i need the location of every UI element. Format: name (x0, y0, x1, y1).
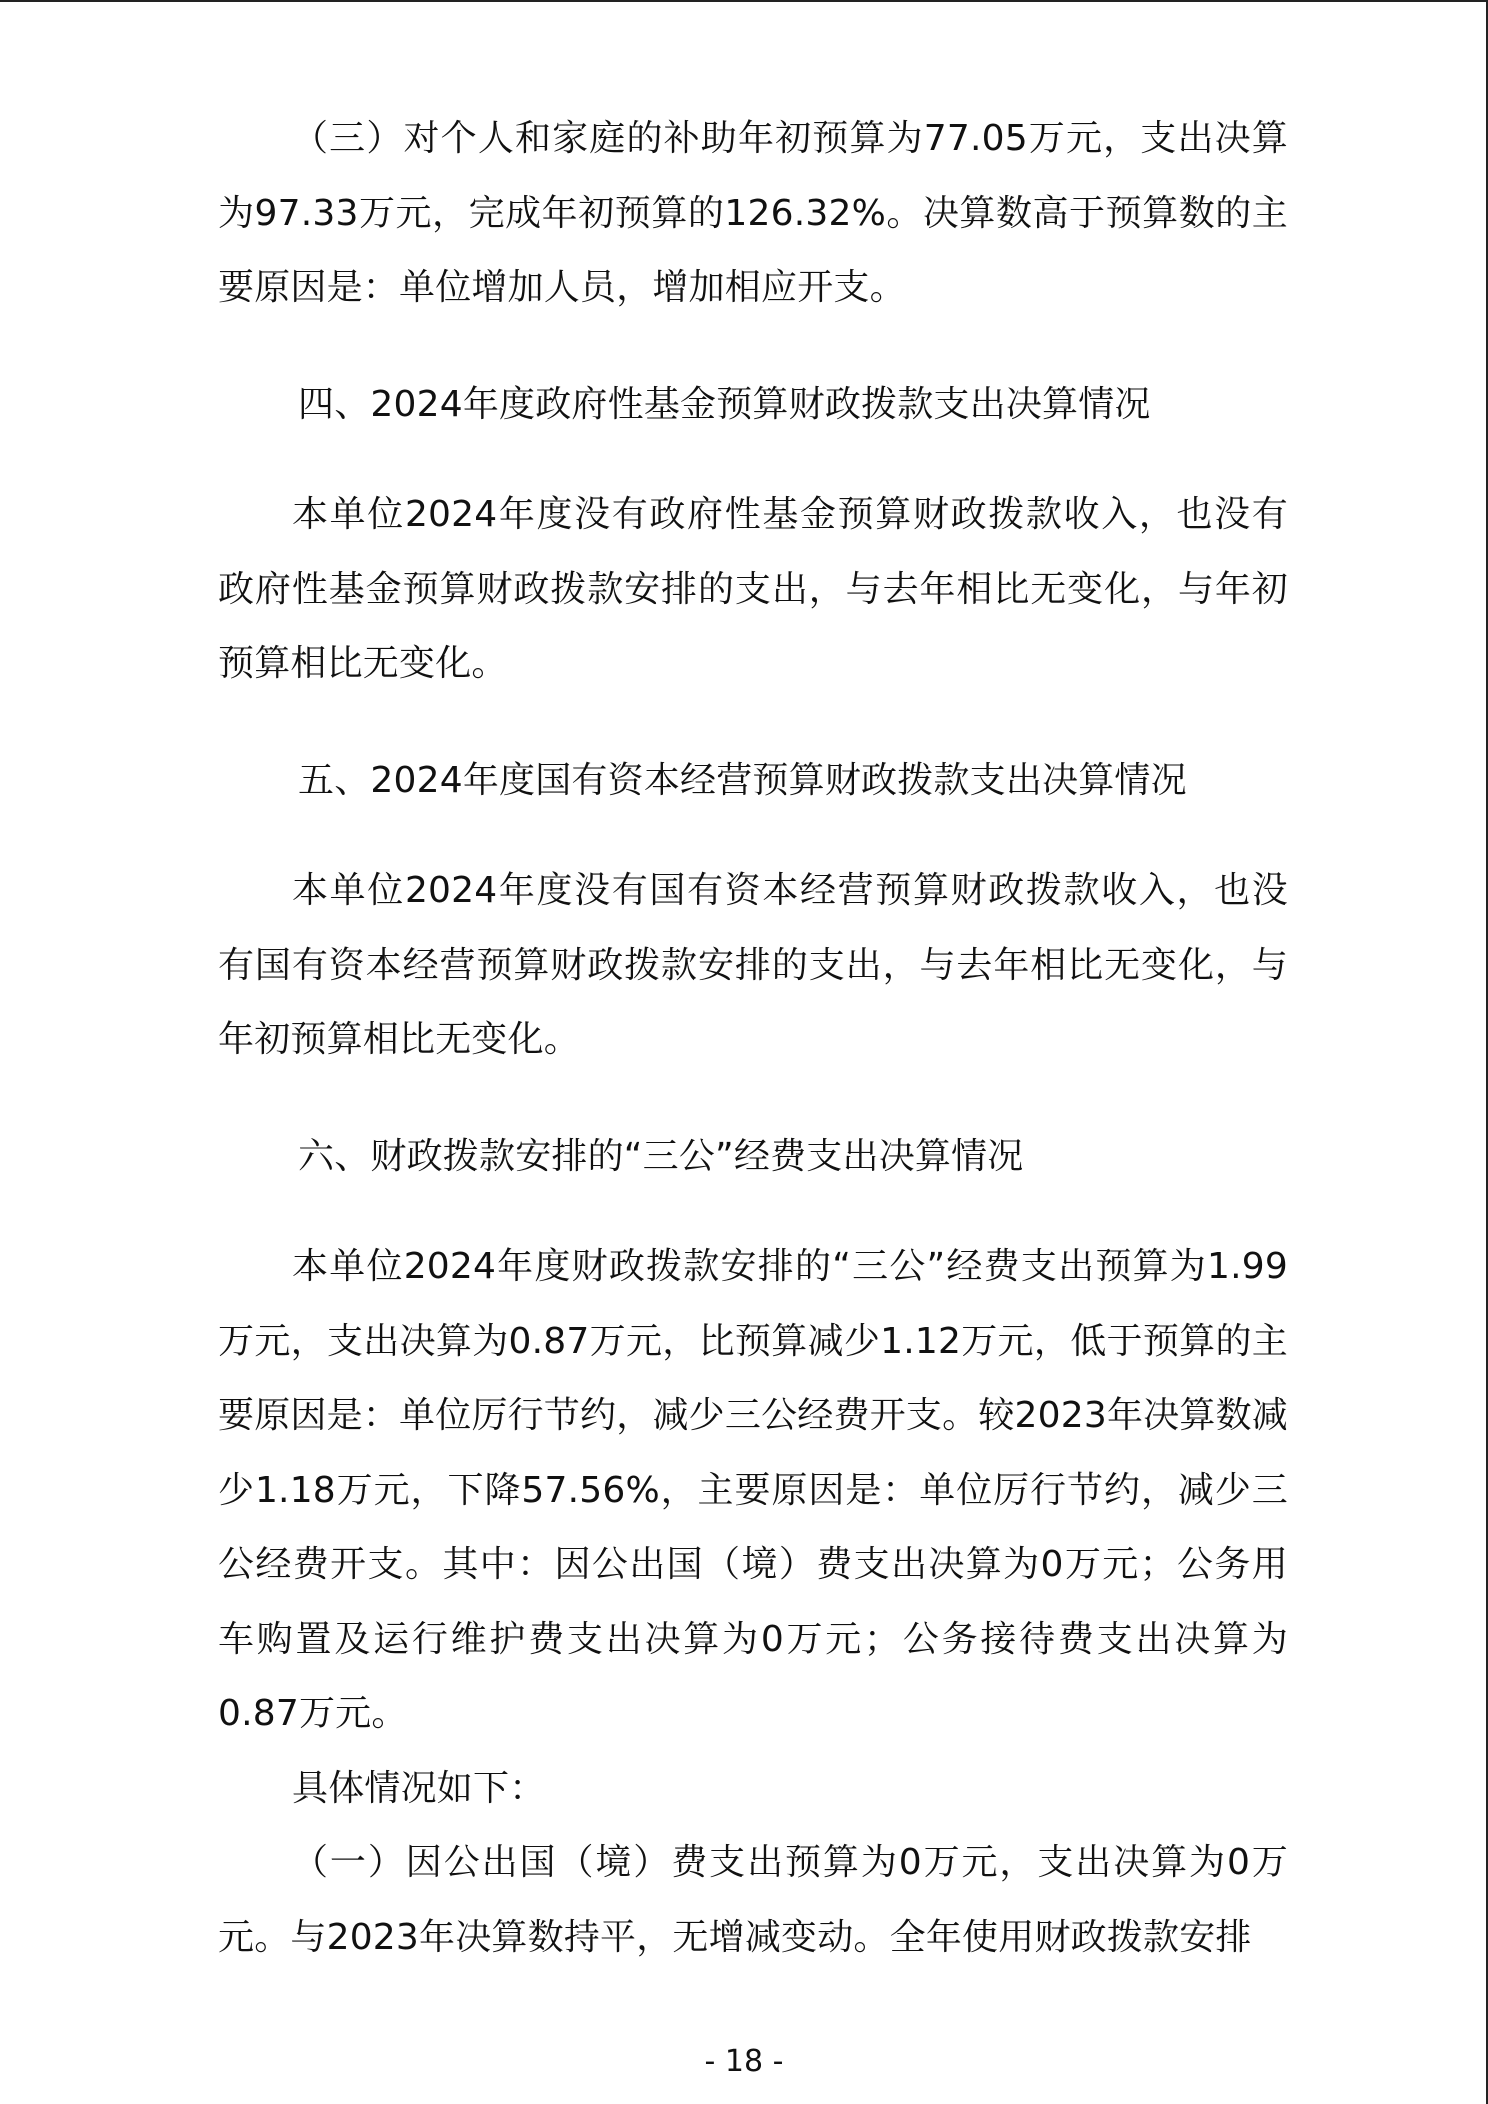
paragraph-state-capital: 本单位2024年度没有国有资本经营预算财政拨款收入，也没有国有资本经营预算财政拨款安排的支出，与去年相比无变化，与年初预算相比无变化。 (218, 870, 1288, 1060)
section-heading-state-capital: 五、2024年度国有资本经营预算财政拨款支出决算情况 (298, 759, 1187, 801)
paragraph-government-fund: 本单位2024年度没有政府性基金预算财政拨款收入，也没有政府性基金预算财政拨款安排的支出，与去年相比无变化，与年初预算相比无变化。 (218, 494, 1288, 684)
section-heading-three-public: 六、财政拨款安排的“三公”经费支出决算情况 (298, 1135, 1024, 1177)
paragraph-details-intro: 具体情况如下： (292, 1767, 546, 1809)
section-heading-government-fund: 四、2024年度政府性基金预算财政拨款支出决算情况 (298, 383, 1151, 425)
page-body (218, 102, 1288, 1975)
page-number: - 18 - (704, 2044, 784, 2079)
paragraph-overseas-travel: （一）因公出国（境）费支出预算为0万元，支出决算为0万元。与2023年决算数持平，无增减变动。全年使用财政拨款安排 (218, 1842, 1288, 1958)
paragraph-personal-family-subsidy: （三）对个人和家庭的补助年初预算为77.05万元，支出决算为97.33万元，完成年初预算的126.32%。决算数高于预算数的主要原因是：单位增加人员，增加相应开支。 (218, 118, 1288, 308)
paragraph-three-public-expenses: 本单位2024年度财政拨款安排的“三公”经费支出预算为1.99万元，支出决算为0.87万元，比预算减少1.12万元，低于预算的主要原因是：单位厉行节约，减少三公经费开支。较2023年决算数减少1.18万元，下降57.56%，主要原因是：单位厉行节约，减少三公经费开支。其中：因公出国（境）费支出决算为0万元；公务用车购置及运行维护费支出决算为0万元；公务接待费支出决算为0.87万元。 (218, 1246, 1288, 1734)
